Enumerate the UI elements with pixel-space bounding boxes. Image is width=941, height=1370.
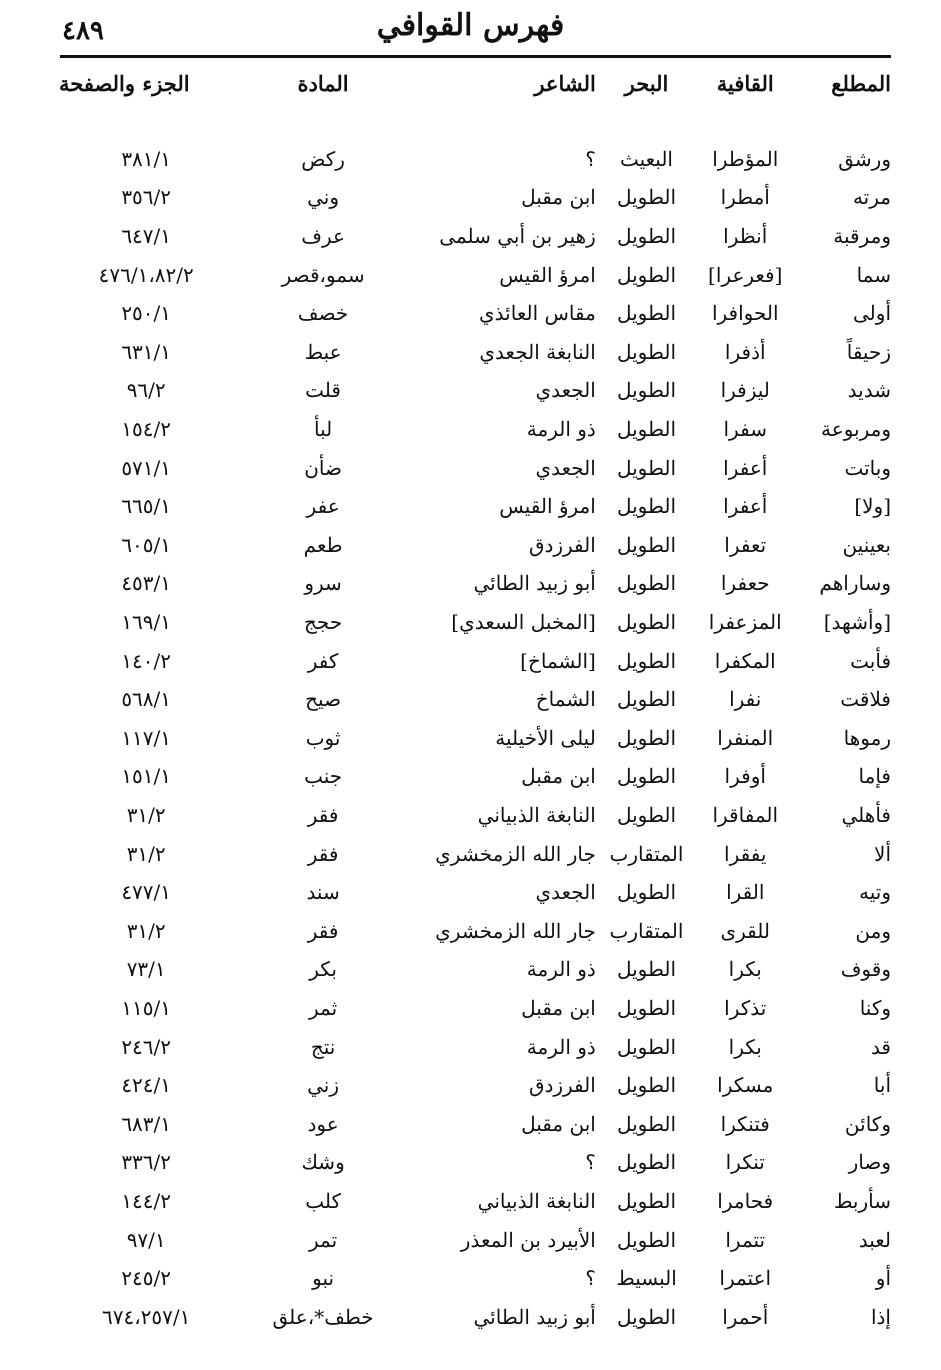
cell-poet: ؟ — [585, 1266, 596, 1291]
cell-reference: ٣١/٢ — [126, 918, 166, 943]
cell-rhyme: فتنكرا — [720, 1111, 770, 1136]
table-row — [55, 217, 895, 256]
table-row — [55, 140, 895, 179]
cell-poet: النابغة الذبياني — [477, 802, 596, 827]
cell-root: سرو — [304, 571, 342, 596]
table-row — [55, 603, 895, 642]
cell-opening: شديد — [847, 378, 891, 403]
cell-reference: ٣٨١/١ — [121, 146, 172, 171]
cell-opening: فإما — [858, 764, 891, 789]
cell-reference: ١٥٤/٢ — [121, 417, 172, 442]
cell-opening: وباتت — [844, 455, 891, 480]
cell-rhyme: ليزفرا — [720, 378, 770, 403]
cell-opening: ورشق — [838, 146, 891, 171]
cell-meter: الطويل — [616, 301, 677, 326]
cell-root: ضأن — [304, 455, 342, 480]
table-row — [55, 757, 895, 796]
cell-opening: [وأشهد] — [823, 610, 891, 635]
cell-opening: وكائن — [844, 1111, 891, 1136]
cell-reference: ٤٧٦/١،٨٢/٢ — [98, 262, 194, 287]
cell-opening: أولى — [853, 301, 891, 326]
cell-poet: مقاس العائذي — [479, 301, 596, 326]
cell-poet: الأبيرد بن المعذر — [460, 1227, 596, 1252]
cell-root: حجج — [304, 610, 343, 635]
cell-reference: ٧٣/١ — [126, 957, 166, 982]
cell-meter: الطويل — [616, 571, 677, 596]
cell-reference: ٩٦/٢ — [126, 378, 166, 403]
table-row — [55, 719, 895, 758]
table-row — [55, 333, 895, 372]
cell-meter: الطويل — [616, 494, 677, 519]
cell-reference: ١٤٠/٢ — [121, 648, 172, 673]
cell-rhyme: تنكرا — [725, 1150, 765, 1175]
cell-root: صيح — [305, 687, 342, 712]
cell-root: فقر — [307, 802, 339, 827]
cell-rhyme: أعفرا — [723, 494, 768, 519]
cell-opening: ومرقبة — [833, 224, 891, 249]
cell-poet: زهير بن أبي سلمى — [439, 224, 596, 249]
cell-opening: وساراهم — [819, 571, 891, 596]
table-row — [55, 410, 895, 449]
table-row — [55, 1027, 895, 1066]
cell-meter: الطويل — [616, 1111, 677, 1136]
cell-poet: ابن مقبل — [521, 995, 596, 1020]
cell-meter: الطويل — [616, 1150, 677, 1175]
cell-rhyme: أعفرا — [723, 455, 768, 480]
cell-meter: الطويل — [616, 1188, 677, 1213]
cell-reference: ٥٦٨/١ — [121, 687, 172, 712]
cell-root: نتج — [310, 1034, 336, 1059]
cell-meter: الطويل — [616, 880, 677, 905]
cell-opening: أو — [875, 1266, 891, 1291]
table-row — [55, 911, 895, 950]
cell-opening: مرته — [852, 185, 891, 210]
cell-root: عبط — [304, 339, 342, 364]
cell-poet: أبو زبيد الطائي — [473, 1304, 596, 1329]
column-header-reference: الجزء والصفحة — [59, 70, 190, 96]
cell-meter: الطويل — [616, 957, 677, 982]
column-header-rhyme: القافية — [716, 70, 774, 96]
cell-poet: جار الله الزمخشري — [435, 841, 596, 866]
cell-rhyme: مسكرا — [717, 1073, 774, 1098]
cell-meter: الطويل — [616, 687, 677, 712]
table-row — [55, 834, 895, 873]
cell-rhyme: أذفرا — [724, 339, 766, 364]
cell-opening: بعينين — [842, 532, 891, 557]
cell-rhyme: المؤطرا — [712, 146, 779, 171]
table-row — [55, 526, 895, 565]
cell-poet: الفرزدق — [528, 532, 596, 557]
cell-meter: الطويل — [616, 1073, 677, 1098]
cell-meter: الطويل — [616, 262, 677, 287]
cell-rhyme: نفرا — [729, 687, 762, 712]
cell-root: وني — [307, 185, 340, 210]
cell-poet: امرؤ القيس — [499, 262, 596, 287]
cell-root: فقر — [307, 841, 339, 866]
cell-reference: ٢٥٠/١ — [121, 301, 172, 326]
cell-opening: وقوف — [840, 957, 891, 982]
table-row — [55, 1259, 895, 1298]
header-spacer — [55, 101, 895, 140]
table-body — [55, 101, 895, 1336]
cell-rhyme: المنفرا — [717, 725, 774, 750]
table-row — [55, 448, 895, 487]
cell-reference: ٢٤٥/٢ — [121, 1266, 172, 1291]
cell-reference: ١٥١/١ — [121, 764, 172, 789]
cell-meter: الطويل — [616, 1227, 677, 1252]
cell-meter: الطويل — [616, 532, 677, 557]
cell-opening: وكنا — [859, 995, 891, 1020]
column-header-opening: المطلع — [831, 70, 891, 96]
cell-reference: ٢٤٦/٢ — [121, 1034, 172, 1059]
cell-root: عفر — [306, 494, 340, 519]
table-row — [55, 487, 895, 526]
cell-meter: الطويل — [616, 802, 677, 827]
cell-opening: [ولا] — [854, 494, 891, 519]
cell-root: قلت — [305, 378, 341, 403]
cell-root: وشك — [301, 1150, 345, 1175]
cell-opening: فأبت — [850, 648, 891, 673]
cell-root: خطف*،علق — [272, 1304, 374, 1329]
cell-opening: ألا — [874, 841, 891, 866]
cell-poet: [الشماخ] — [520, 648, 596, 673]
cell-root: عود — [307, 1111, 339, 1136]
cell-opening: سما — [856, 262, 891, 287]
cell-rhyme: يفقرا — [724, 841, 767, 866]
cell-meter: الطويل — [616, 725, 677, 750]
table-row — [55, 796, 895, 835]
cell-rhyme: اعتمرا — [719, 1266, 772, 1291]
cell-meter: الطويل — [616, 648, 677, 673]
cell-reference: ٥٧١/١ — [121, 455, 172, 480]
cell-poet: ابن مقبل — [521, 1111, 596, 1136]
column-header-root: المادة — [297, 70, 349, 96]
table-header-row — [55, 65, 895, 101]
table-row — [55, 1297, 895, 1336]
cell-root: ثمر — [309, 995, 338, 1020]
table-row — [55, 641, 895, 680]
cell-poet: الجعدي — [535, 880, 596, 905]
cell-rhyme: الحوافرا — [711, 301, 779, 326]
cell-meter: الطويل — [616, 1034, 677, 1059]
column-header-poet: الشاعر — [534, 70, 596, 96]
cell-reference: ٣٥٦/٢ — [121, 185, 172, 210]
cell-root: لبأ — [313, 417, 333, 442]
cell-rhyme: تعفرا — [724, 532, 767, 557]
cell-rhyme: بكرا — [728, 1034, 762, 1059]
cell-reference: ٤٧٧/١ — [121, 880, 172, 905]
cell-root: عرف — [301, 224, 345, 249]
cell-meter: البعيث — [619, 146, 673, 171]
cell-poet: ذو الرمة — [526, 417, 596, 442]
cell-rhyme: تذكرا — [724, 995, 767, 1020]
cell-opening: لعبد — [858, 1227, 891, 1252]
cell-root: ثوب — [305, 725, 341, 750]
cell-poet: ؟ — [585, 1150, 596, 1175]
cell-reference: ٦٦٥/١ — [121, 494, 172, 519]
header-rule — [60, 55, 891, 58]
cell-rhyme: تتمرا — [725, 1227, 766, 1252]
cell-meter: الطويل — [616, 417, 677, 442]
cell-reference: ٦٧٤،٢٥٧/١ — [101, 1304, 191, 1329]
cell-poet: الجعدي — [535, 378, 596, 403]
cell-rhyme: بكرا — [728, 957, 762, 982]
table-row — [55, 1066, 895, 1105]
cell-root: تمر — [309, 1227, 338, 1252]
cell-poet: أبو زبيد الطائي — [473, 571, 596, 596]
cell-root: بكر — [309, 957, 337, 982]
cell-meter: الطويل — [616, 185, 677, 210]
cell-poet: ؟ — [585, 146, 596, 171]
cell-rhyme: القرا — [726, 880, 765, 905]
cell-poet: ليلى الأخيلية — [495, 725, 596, 750]
cell-rhyme: [فعرعرا] — [708, 262, 783, 287]
cell-poet: ذو الرمة — [526, 957, 596, 982]
cell-rhyme: المزعفرا — [708, 610, 782, 635]
cell-root: كلب — [305, 1188, 341, 1213]
cell-root: فقر — [307, 918, 339, 943]
cell-meter: الطويل — [616, 339, 677, 364]
table-row — [55, 989, 895, 1028]
cell-root: زني — [307, 1073, 340, 1098]
cell-meter: الطويل — [616, 224, 677, 249]
cell-root: سند — [306, 880, 340, 905]
table-row — [55, 1143, 895, 1182]
cell-opening: قد — [870, 1034, 891, 1059]
rhyme-index-table — [55, 65, 895, 1336]
cell-rhyme: سفرا — [723, 417, 767, 442]
cell-poet: النابغة الجعدي — [479, 339, 596, 364]
cell-meter: الطويل — [616, 995, 677, 1020]
cell-opening: ومن — [855, 918, 891, 943]
cell-reference: ٣١/٢ — [126, 802, 166, 827]
cell-poet: جار الله الزمخشري — [435, 918, 596, 943]
cell-opening: وصار — [848, 1150, 891, 1175]
cell-poet: النابغة الذبياني — [477, 1188, 596, 1213]
cell-poet: ابن مقبل — [521, 764, 596, 789]
table-row — [55, 371, 895, 410]
table-row — [55, 178, 895, 217]
cell-rhyme: للقرى — [720, 918, 770, 943]
cell-opening: وتيه — [859, 880, 891, 905]
cell-poet: الشماخ — [535, 687, 596, 712]
cell-poet: الفرزدق — [528, 1073, 596, 1098]
cell-rhyme: أمطرا — [720, 185, 770, 210]
cell-reference: ٦٠٥/١ — [121, 532, 172, 557]
cell-rhyme: فحامرا — [717, 1188, 774, 1213]
cell-root: جنب — [304, 764, 343, 789]
cell-opening: أبا — [873, 1073, 891, 1098]
table-row — [55, 680, 895, 719]
cell-reference: ٦٨٣/١ — [121, 1111, 172, 1136]
cell-opening: سأربط — [833, 1188, 891, 1213]
cell-rhyme: حعفرا — [720, 571, 770, 596]
cell-meter: البسيط — [616, 1266, 677, 1291]
cell-rhyme: أنظرا — [723, 224, 768, 249]
cell-poet: ابن مقبل — [521, 185, 596, 210]
cell-reference: ١١٧/١ — [121, 725, 172, 750]
table-row — [55, 950, 895, 989]
cell-poet: امرؤ القيس — [499, 494, 596, 519]
table-row — [55, 1182, 895, 1221]
cell-opening: إذا — [870, 1304, 891, 1329]
cell-meter: الطويل — [616, 764, 677, 789]
table-row — [55, 1220, 895, 1259]
cell-rhyme: أوفرا — [724, 764, 766, 789]
cell-meter: الطويل — [616, 455, 677, 480]
cell-poet: [المخبل السعدي] — [451, 610, 596, 635]
cell-reference: ٩٧/١ — [126, 1227, 166, 1252]
cell-meter: الطويل — [616, 1304, 677, 1329]
cell-opening: ومربوعة — [821, 417, 891, 442]
table-row — [55, 873, 895, 912]
cell-rhyme: المفاقرا — [712, 802, 779, 827]
cell-opening: زحيقاً — [846, 339, 891, 364]
cell-poet: الجعدي — [535, 455, 596, 480]
cell-rhyme: أحمرا — [722, 1304, 769, 1329]
page-number: ٤٨٩ — [62, 16, 104, 46]
table-row — [55, 255, 895, 294]
cell-root: طعم — [303, 532, 343, 557]
cell-opening: رموها — [843, 725, 891, 750]
cell-root: كفر — [307, 648, 339, 673]
table-row — [55, 564, 895, 603]
table-row — [55, 1104, 895, 1143]
cell-root: نبو — [312, 1266, 335, 1291]
cell-reference: ٦٣١/١ — [121, 339, 172, 364]
cell-reference: ٦٤٧/١ — [121, 224, 172, 249]
cell-root: ركض — [301, 146, 345, 171]
cell-meter: المتقارب — [609, 918, 684, 943]
cell-reference: ٤٢٤/١ — [121, 1073, 172, 1098]
cell-meter: المتقارب — [609, 841, 684, 866]
table-row — [55, 294, 895, 333]
cell-root: خصف — [297, 301, 349, 326]
cell-poet: ذو الرمة — [526, 1034, 596, 1059]
cell-opening: فلاقت — [840, 687, 891, 712]
cell-meter: الطويل — [616, 378, 677, 403]
cell-reference: ١٤٤/٢ — [121, 1188, 172, 1213]
cell-reference: ١١٥/١ — [121, 995, 172, 1020]
cell-meter: الطويل — [616, 610, 677, 635]
page-title: فهرس القوافي — [376, 8, 565, 43]
cell-reference: ٤٥٣/١ — [121, 571, 172, 596]
cell-root: سمو،قصر — [281, 262, 365, 287]
cell-opening: فأهلي — [841, 802, 891, 827]
cell-reference: ٣٣٦/٢ — [121, 1150, 172, 1175]
cell-reference: ٣١/٢ — [126, 841, 166, 866]
cell-reference: ١٦٩/١ — [121, 610, 172, 635]
cell-rhyme: المكفرا — [714, 648, 776, 673]
column-header-meter: البحر — [624, 70, 669, 96]
